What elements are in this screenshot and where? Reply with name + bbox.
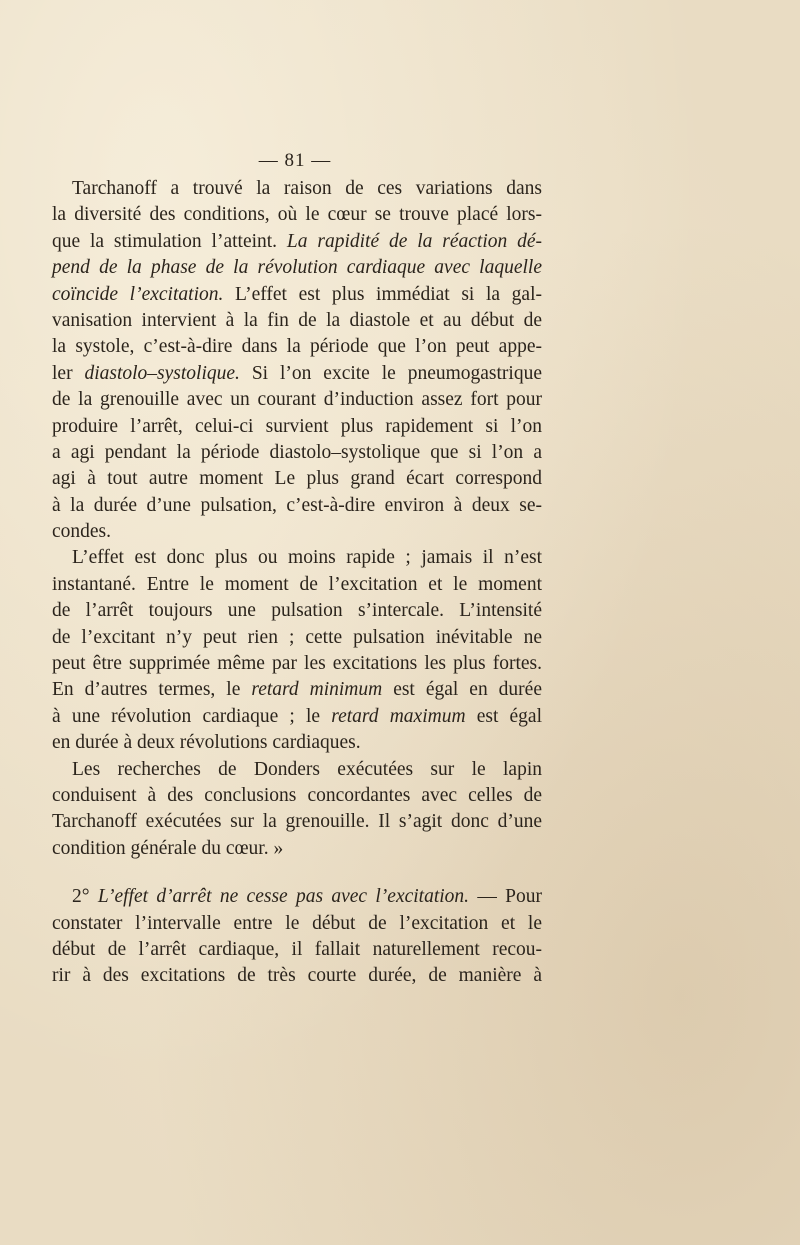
text-run: que la stimulation l’atteint. — [52, 230, 287, 252]
text-run: 2° — [72, 886, 98, 908]
text-line — [52, 387, 542, 413]
text-run: produire l’arrêt, celui-ci survient plus rapidement si l’on — [52, 415, 542, 437]
text-run: début de l’arrêt cardiaque, il fallait naturellement recou- — [52, 938, 542, 960]
text-run: la systole, c’est-à-dire dans la période que l’on peut appe- — [52, 336, 542, 358]
text-run: de la grenouille avec un courant d’induction assez fort pour — [52, 389, 542, 411]
text-run: L’effet est donc plus ou moins rapide ; jamais il n’est — [72, 547, 542, 569]
page-number: — 81 — — [258, 150, 332, 171]
text-run: L’effet est plus immédiat si la gal- — [223, 283, 542, 305]
italic-text: La rapidité de la réaction dé- — [286, 230, 542, 252]
text-run: — Pour — [469, 886, 542, 908]
text-line — [52, 466, 542, 492]
text-run: rir à des excitations de très courte durée, de manière à — [52, 965, 542, 987]
text-line — [52, 884, 542, 910]
text-run: Tarchanoff exécutées sur la grenouille. Il s’agit donc d’une — [52, 811, 542, 833]
text-line — [52, 651, 542, 677]
text-line — [52, 255, 542, 281]
italic-text: retard maximum — [331, 705, 466, 727]
text-run: la diversité des conditions, où le cœur se trouve placé lors- — [52, 204, 542, 226]
text-line — [52, 809, 542, 835]
text-line — [52, 519, 542, 545]
text-run: a agi pendant la période diastolo–systolique que si l’on a — [52, 441, 542, 463]
text-line — [52, 229, 542, 255]
text-run: constater l’intervalle entre le début de l’excitation et le — [52, 912, 542, 934]
text-line — [52, 677, 542, 703]
italic-text: diastolo–systolique. — [84, 362, 240, 384]
text-run: conduisent à des conclusions concordantes avec celles de — [52, 784, 542, 806]
text-line — [52, 440, 542, 466]
text-line — [52, 783, 542, 809]
text-run: Si l’on excite le pneumogastrique — [239, 362, 542, 384]
text-line — [52, 493, 542, 519]
text-run: condition générale du cœur. » — [52, 837, 284, 859]
text-run: agi à tout autre moment Le plus grand écart correspond — [52, 468, 542, 490]
text-line — [52, 282, 542, 308]
text-run: ler — [52, 362, 85, 384]
text-line — [52, 308, 542, 334]
text-run: de l’arrêt toujours une pulsation s’intercale. L’intensité — [52, 600, 542, 622]
italic-text: coïncide l’excitation. — [52, 283, 224, 305]
text-run: à la durée d’une pulsation, c’est-à-dire environ à deux se- — [52, 494, 542, 516]
text-run: instantané. Entre le moment de l’excitation et le moment — [52, 573, 542, 595]
text-run: est égal en durée — [382, 679, 542, 701]
italic-text: pend de la phase de la révolution cardiaque avec laquelle — [52, 257, 542, 279]
text-line — [52, 625, 542, 651]
text-run: vanisation intervient à la fin de la diastole et au début de — [52, 309, 542, 331]
text-run: peut être supprimée même par les excitations les plus fortes. — [52, 653, 542, 675]
text-run: En d’autres termes, le — [52, 679, 252, 701]
text-line — [52, 545, 542, 571]
text-line — [52, 704, 542, 730]
text-run: en durée à deux révolutions cardiaques. — [52, 732, 361, 754]
text-line — [52, 202, 542, 228]
text-line — [52, 911, 542, 937]
text-line — [52, 176, 542, 202]
text-line — [52, 937, 542, 963]
text-run: est égal — [465, 705, 543, 727]
text-run: de l’excitant n’y peut rien ; cette pulsation inévitable ne — [52, 626, 542, 648]
text-line — [52, 836, 542, 862]
italic-text: L’effet d’arrêt ne cesse pas avec l’excitation. — [97, 886, 470, 908]
text-line — [52, 334, 542, 360]
text-run: Tarchanoff a trouvé la raison de ces variations dans — [72, 178, 542, 199]
text-line — [52, 963, 542, 989]
text-line — [52, 414, 542, 440]
text-line — [52, 598, 542, 624]
text-run: Les recherches de Donders exécutées sur le lapin — [72, 758, 542, 780]
text-line — [52, 730, 542, 756]
text-line — [52, 757, 542, 783]
text-run: à une révolution cardiaque ; le — [52, 705, 332, 727]
italic-text: retard minimum — [251, 679, 383, 701]
text-line — [52, 361, 542, 387]
text-line — [52, 572, 542, 598]
text-run: condes. — [52, 521, 112, 543]
body-text — [52, 176, 542, 990]
